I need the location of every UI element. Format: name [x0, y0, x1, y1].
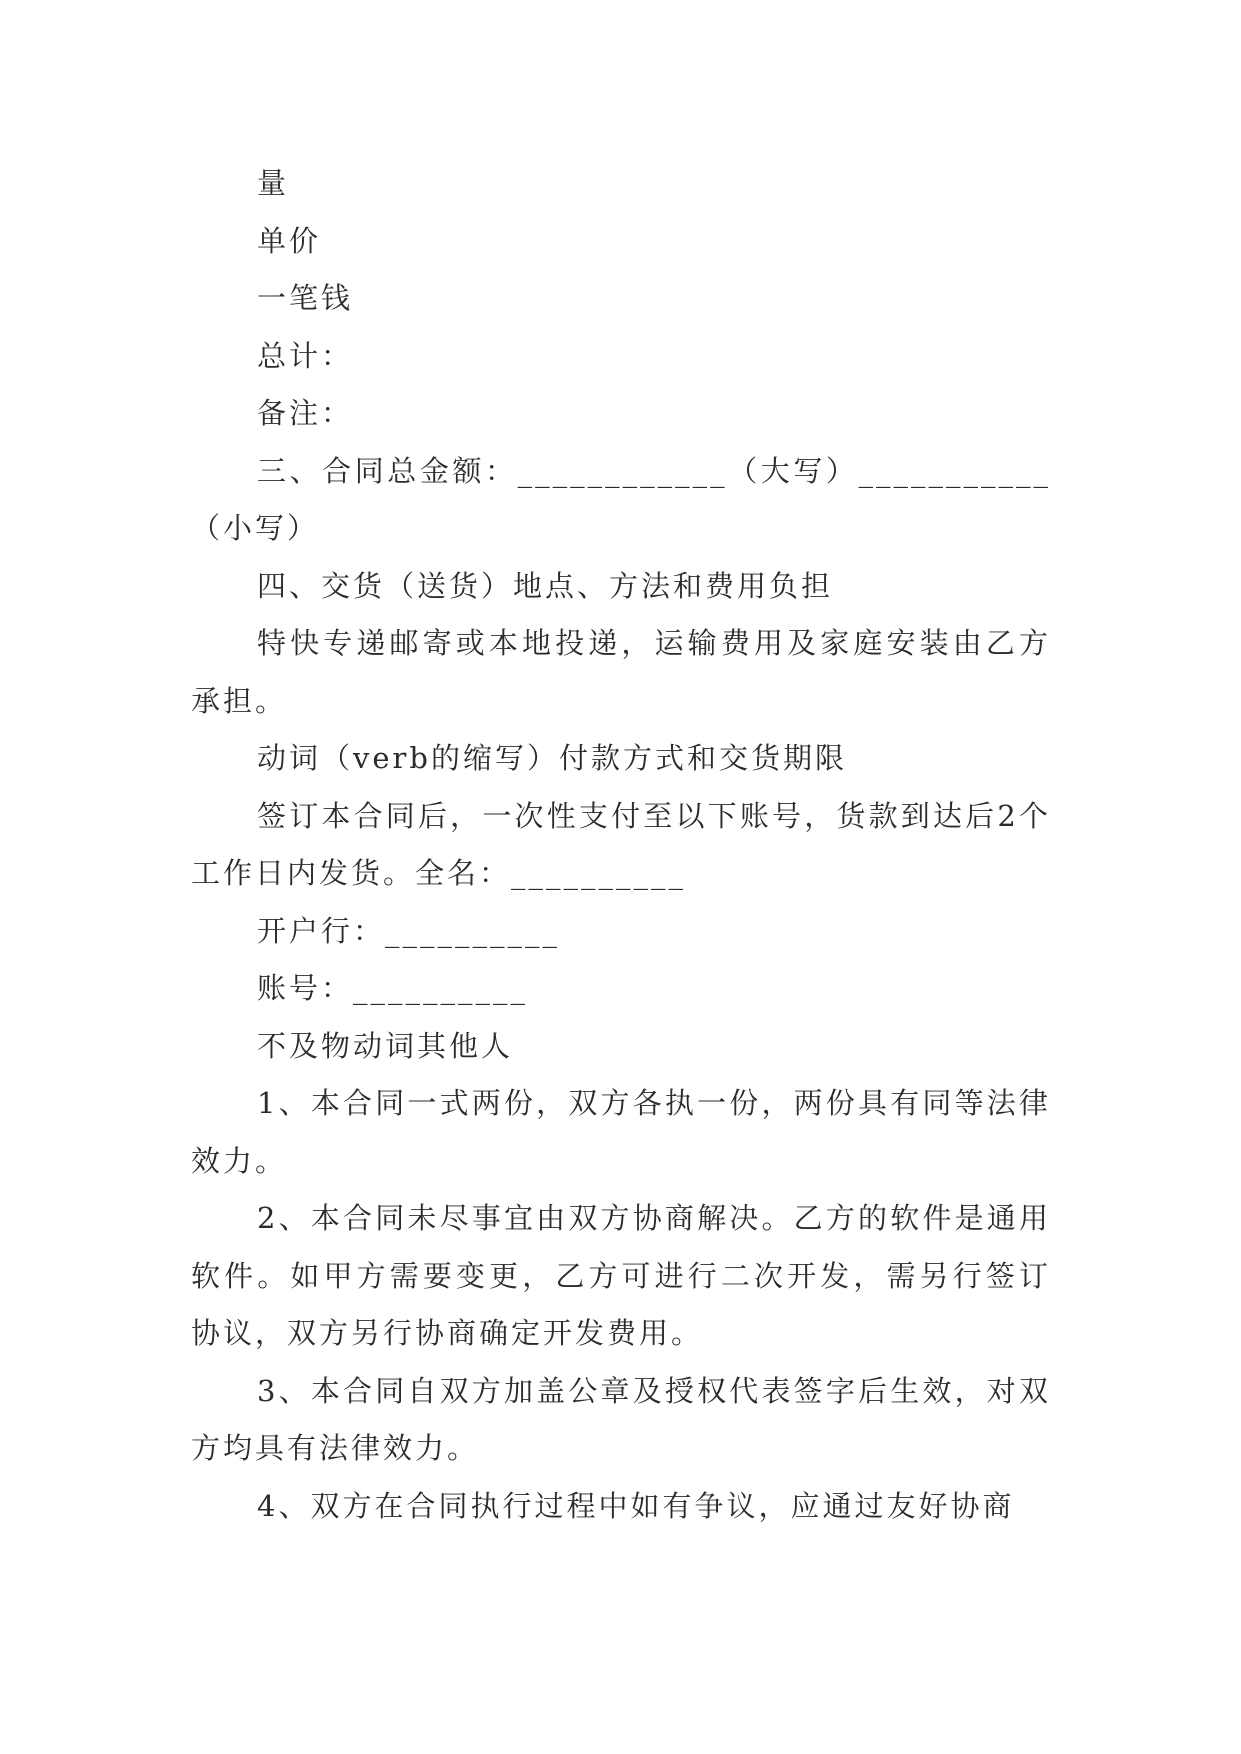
document-body — [191, 155, 1051, 1535]
paragraph-payment-heading: 动词（verb的缩写）付款方式和交货期限 — [257, 741, 847, 775]
paragraph-delivery-heading: 四、交货（送货）地点、方法和费用负担 — [257, 568, 834, 603]
paragraph-delivery-details: 特快专递邮寄或本地投递，运输费用及家庭安装由乙方承担。 — [191, 626, 1051, 718]
paragraph-remarks: 备注： — [257, 396, 354, 430]
paragraph-account: 账号：__________ — [257, 971, 529, 1005]
paragraph-bank: 开户行：__________ — [257, 913, 561, 948]
paragraph-quantity: 量 — [257, 166, 290, 200]
paragraph-unit-price: 单价 — [257, 223, 322, 258]
paragraph-contract-total-amount: 三、合同总金额：____________（大写）___________（小写） — [191, 453, 1051, 545]
paragraph-clause-2: 2、本合同未尽事宜由双方协商解决。乙方的软件是通用软件。如甲方需要变更，乙方可进行二次开发，需另行签订协议，双方另行协商确定开发费用。 — [191, 1201, 1051, 1350]
paragraph-amount: 一笔钱 — [257, 281, 354, 315]
paragraph-clause-4: 4、双方在合同执行过程中如有争议，应通过友好协商 — [257, 1488, 1015, 1523]
paragraph-other-heading: 不及物动词其他人 — [257, 1028, 514, 1063]
paragraph-clause-3: 3、本合同自双方加盖公章及授权代表签字后生效，对双方均具有法律效力。 — [191, 1373, 1051, 1465]
paragraph-clause-1: 1、本合同一式两份，双方各执一份，两份具有同等法律效力。 — [191, 1086, 1051, 1178]
paragraph-total: 总计： — [257, 338, 354, 373]
paragraph-payment-details: 签订本合同后，一次性支付至以下账号，货款到达后2个工作日内发货。全名：__________ — [191, 798, 1051, 890]
